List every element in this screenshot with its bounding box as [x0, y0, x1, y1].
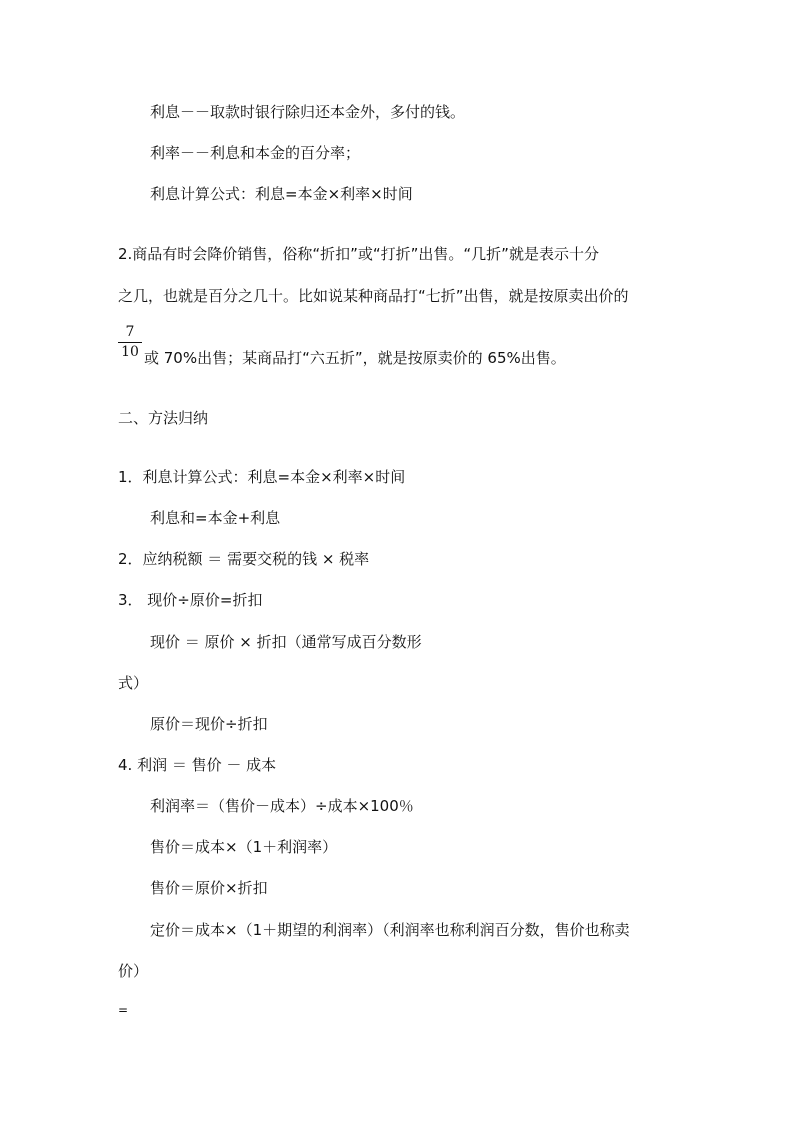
section-heading-method-summary: 二、方法归纳 — [118, 409, 209, 427]
text-line-method-4-profit: 4. 利润 ＝ 售价 － 成本 — [118, 756, 277, 774]
text-line-method-4-profit-rate: 利润率＝（售价－成本）÷成本×100％ — [150, 797, 414, 815]
text-line-trailing-equals: = — [118, 1003, 129, 1017]
text-line-method-1-sum: 利息和=本金+利息 — [150, 509, 281, 527]
fraction-denominator: 10 — [121, 344, 139, 360]
text-line-method-2-tax: 2．应纳税额 ＝ 需要交税的钱 × 税率 — [118, 550, 370, 568]
text-line-discount-paragraph-3: 或 70%出售；某商品打“六五折”，就是按原卖价的 65%出售。 — [144, 349, 566, 367]
fraction-seven-tenths — [118, 324, 142, 361]
text-line-discount-paragraph-1: 2.商品有时会降价销售，俗称“折扣”或“打折”出售。“几折”就是表示十分 — [118, 245, 599, 263]
text-line-method-4-sale-discount: 售价＝原价×折扣 — [150, 879, 268, 897]
text-line-rate-definition: 利率－－利息和本金的百分率； — [150, 144, 361, 162]
fraction-bar — [118, 342, 142, 343]
text-line-method-1: 1．利息计算公式：利息=本金×利率×时间 — [118, 468, 406, 486]
text-line-method-3-continued: 式） — [118, 674, 149, 692]
fraction-numerator: 7 — [125, 324, 135, 340]
text-line-discount-paragraph-2: 之几，也就是百分之几十。比如说某种商品打“七折”出售，就是按原卖出价的 — [118, 287, 629, 305]
text-line-method-4-list-price: 定价＝成本×（1＋期望的利润率）（利润率也称利润百分数，售价也称卖 — [150, 921, 630, 939]
text-line-method-3-discount: 3． 现价÷原价=折扣 — [118, 591, 263, 609]
text-line-method-3-original-price: 原价＝现价÷折扣 — [150, 715, 268, 733]
text-line-interest-formula: 利息计算公式：利息=本金×利率×时间 — [150, 185, 413, 203]
text-line-interest-definition: 利息－－取款时银行除归还本金外，多付的钱。 — [150, 103, 466, 121]
text-line-method-3-current-price: 现价 ＝ 原价 × 折扣（通常写成百分数形 — [150, 633, 422, 651]
text-line-method-4-sale-price: 售价＝成本×（1＋利润率） — [150, 838, 338, 856]
text-line-method-4-continued: 价） — [118, 962, 149, 980]
